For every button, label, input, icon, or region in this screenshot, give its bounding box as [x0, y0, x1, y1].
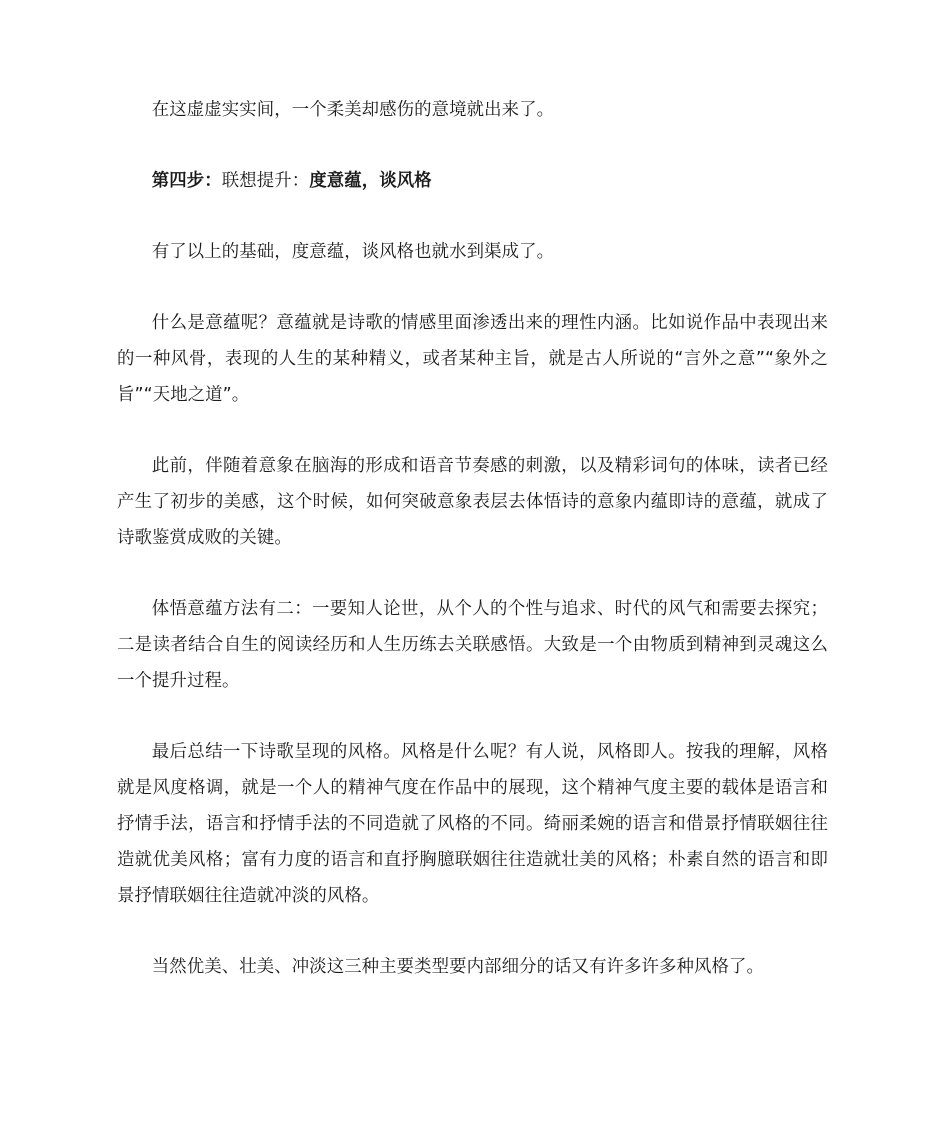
step-label: 第四步：	[151, 171, 222, 191]
section-heading-step-four	[117, 163, 828, 199]
paragraph-gap	[117, 128, 828, 163]
paragraph-gap	[117, 914, 828, 949]
document-body	[117, 92, 828, 985]
paragraph-gap	[117, 699, 828, 734]
paragraph-gap	[117, 270, 828, 305]
paragraph-gap	[117, 199, 828, 234]
paragraph-style-summary: 最后总结一下诗歌呈现的风格。风格是什么呢？有人说，风格即人。按我的理解，风格就是风度格调，就是一个人的精神气度在作品中的展现，这个精神气度主要的载体是语言和抒情手法，语言和抒情手法的不同造就了风格的不同。绮丽柔婉的语言和借景抒情联姻往往造就优美风格；富有力度的语言和直抒胸臆联姻往往造就壮美的风格；朴素自然的语言和即景抒情联姻往往造就冲淡的风格。	[117, 742, 828, 906]
paragraph-conclusion: 当然优美、壮美、冲淡这三种主要类型要内部细分的话又有许多许多种风格了。	[151, 957, 764, 977]
step-title: 度意蕴，谈风格	[309, 171, 432, 191]
paragraph-intro: 在这虚虚实实间，一个柔美却感伤的意境就出来了。	[151, 100, 555, 120]
paragraph-what-is-yiyun: 什么是意蕴呢？意蕴就是诗歌的情感里面渗透出来的理性内涵。比如说作品中表现出来的一种风骨，表现的人生的某种精义，或者某种主旨，就是古人所说的“言外之意”“象外之旨”“天地之道”。	[117, 313, 828, 405]
paragraph-foundation: 有了以上的基础，度意蕴，谈风格也就水到渠成了。	[151, 242, 555, 262]
paragraph-gap	[117, 413, 828, 448]
paragraph-gap	[117, 556, 828, 591]
paragraph-before: 此前，伴随着意象在脑海的形成和语音节奏感的刺激，以及精彩词句的体味，读者已经产生了初步的美感，这个时候，如何突破意象表层去体悟诗的意象内蕴即诗的意蕴，就成了诗歌鉴赏成败的关键。	[117, 456, 828, 548]
paragraph-methods: 体悟意蕴方法有二：一要知人论世，从个人的个性与追求、时代的风气和需要去探究；二是读者结合自生的阅读经历和人生历练去关联感悟。大致是一个由物质到精神到灵魂这么一个提升过程。	[117, 599, 828, 691]
step-mid: 联想提升：	[221, 171, 310, 191]
